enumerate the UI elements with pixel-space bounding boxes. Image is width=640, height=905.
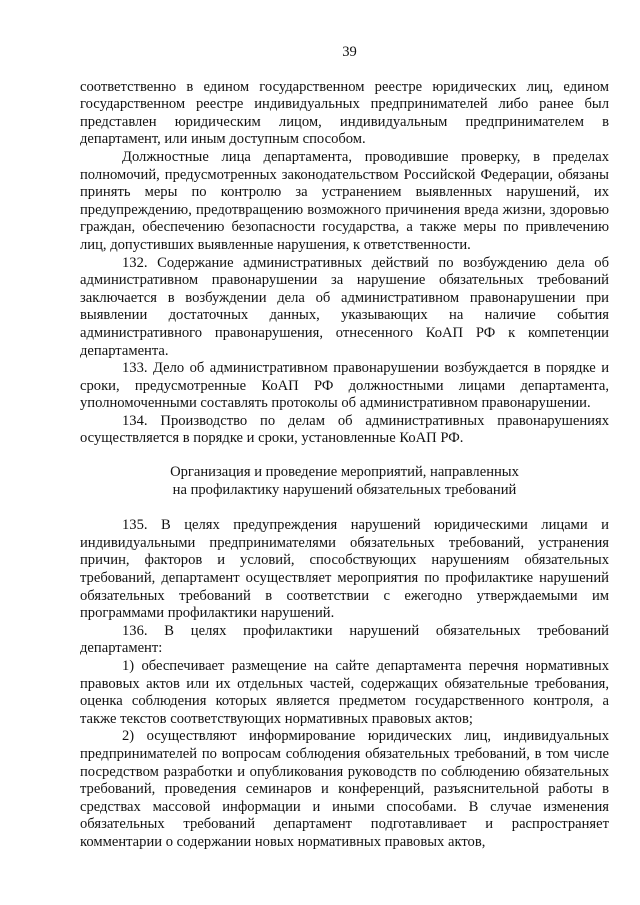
paragraph: Должностные лица департамента, проводившие проверку, в пределах полномочий, предусмотренных законодательством Российской Федерации, обязаны принять меры по контролю за устранением выявленных нарушений, их предупреждению, предотвращению возможного причинения вреда жизни, здоровью граждан, обеспечению безопасности государства, а также меры по привлечению лиц, допустивших выявленные нарушения, к ответственности. [80, 148, 609, 253]
section-heading-line: Организация и проведение мероприятий, направленных [170, 464, 519, 481]
list-item-2: 2) осуществляют информирование юридических лиц, индивидуальных предпринимателей по вопросам соблюдения обязательных требований, в том числе посредством разработки и опубликования руководств по соблюдению обязательных требований, проведения семинаров и конференций, разъяснительной работы в средствах массовой информации и иными способами. В случае изменения обязательных требований департамент подготавливает и распространяет комментарии о содержании новых нормативных правовых актов, [80, 728, 609, 850]
section-heading [80, 464, 609, 499]
page-number: 39 [342, 44, 357, 60]
paragraph-134: 134. Производство по делам об административных правонарушениях осуществляется в порядке и сроки, установленные КоАП РФ. [80, 412, 609, 447]
body-text-top [80, 79, 609, 448]
paragraph: соответственно в едином государственном реестре юридических лиц, едином государственном реестре индивидуальных предпринимателей либо ранее был представлен юридическим лицом, индивидуальным предпринимателем в департамент, или иным доступным способом. [80, 78, 609, 148]
section-heading-line: на профилактику нарушений обязательных требований [172, 481, 517, 498]
list-item-1: 1) обеспечивает размещение на сайте департамента перечня нормативных правовых актов или их отдельных частей, содержащих обязательные требования, оценка соблюдения которых является предметом государственного контроля, а также текстов соответствующих нормативных правовых актов; [80, 658, 609, 727]
paragraph-136: 136. В целях профилактики нарушений обязательных требований департамент: [80, 622, 609, 657]
body-text-bottom [80, 517, 609, 851]
paragraph-132: 132. Содержание административных действий по возбуждению дела об административном правонарушении за нарушение обязательных требований заключается в возбуждении дела об административном правонарушении при выявлении достаточных данных, указывающих на наличие события административного правонарушения, отнесенного КоАП РФ к компетенции департамента. [80, 254, 609, 359]
paragraph-133: 133. Дело об административном правонарушении возбуждается в порядке и сроки, предусмотренные КоАП РФ должностными лицами департамента, уполномоченными составлять протоколы об административном правонарушении. [80, 360, 609, 412]
paragraph-135: 135. В целях предупреждения нарушений юридическими лицами и индивидуальными предпринимателями обязательных требований, устранения причин, факторов и условий, способствующих нарушениям обязательных требований, департамент осуществляет мероприятия по профилактике нарушений обязательных требований в соответствии с ежегодно утверждаемыми им программами профилактики нарушений. [80, 517, 609, 622]
